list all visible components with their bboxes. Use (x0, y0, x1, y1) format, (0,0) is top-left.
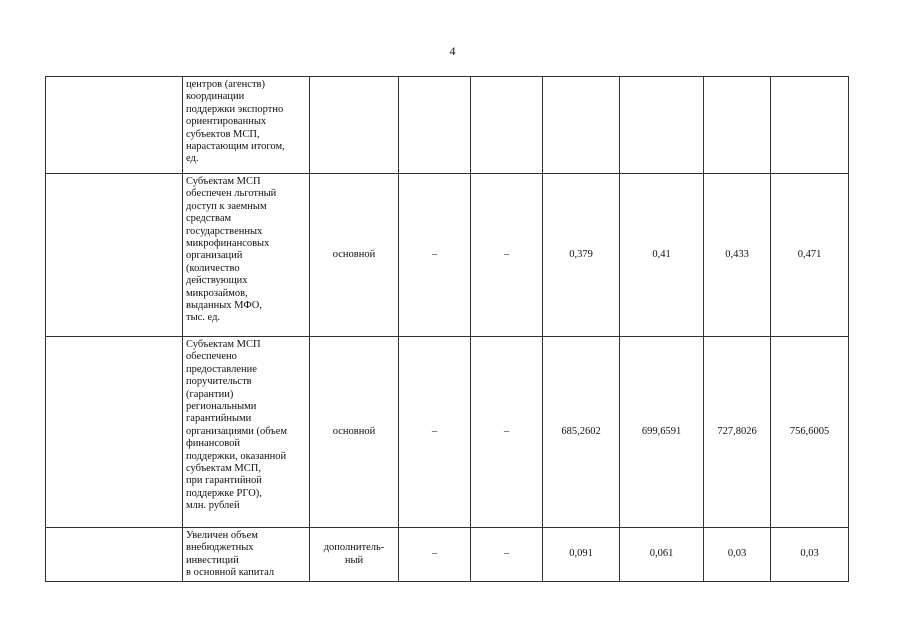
indicator-description-cell: Субъектам МСП обеспечено предоставление поручительств (гарантии) региональными гарантийными организациями (объем финансовой поддержки, оказанной субъектам МСП, при гарантийной поддержке РГО), млн. рублей (183, 337, 310, 528)
row-name-cell (46, 528, 183, 582)
table-row (46, 337, 849, 528)
value-cell: – (471, 337, 543, 528)
value-cell: 756,6005 (771, 337, 849, 528)
value-cell (620, 77, 704, 174)
indicator-type-cell: основной (310, 174, 399, 337)
value-cell (771, 77, 849, 174)
value-cell: 0,379 (543, 174, 620, 337)
row-name-cell (46, 337, 183, 528)
table-row (46, 77, 849, 174)
value-cell: 0,061 (620, 528, 704, 582)
value-cell (704, 77, 771, 174)
value-cell: – (399, 528, 471, 582)
indicator-type-cell: основной (310, 337, 399, 528)
page-number: 4 (449, 44, 456, 58)
indicators-table (45, 76, 849, 582)
value-cell: 699,6591 (620, 337, 704, 528)
table-row (46, 528, 849, 582)
indicator-type-cell: дополнитель- ный (310, 528, 399, 582)
value-cell: – (399, 174, 471, 337)
value-cell: 0,433 (704, 174, 771, 337)
value-cell: 685,2602 (543, 337, 620, 528)
value-cell: 0,471 (771, 174, 849, 337)
value-cell: 0,091 (543, 528, 620, 582)
table-row (46, 174, 849, 337)
value-cell: – (399, 337, 471, 528)
value-cell: – (471, 174, 543, 337)
value-cell (399, 77, 471, 174)
row-name-cell (46, 174, 183, 337)
value-cell (471, 77, 543, 174)
value-cell: – (471, 528, 543, 582)
value-cell: 0,03 (704, 528, 771, 582)
value-cell: 0,03 (771, 528, 849, 582)
value-cell (543, 77, 620, 174)
indicator-description-cell: Субъектам МСП обеспечен льготный доступ к заемным средствам государственных микрофинансовых организаций (количество действующих микрозаймов, выданных МФО, тыс. ед. (183, 174, 310, 337)
indicator-description-cell: Увеличен объем внебюджетных инвестиций в основной капитал (183, 528, 310, 582)
value-cell: 727,8026 (704, 337, 771, 528)
indicator-description-cell: центров (агенств) координации поддержки экспортно ориентированных субъектов МСП, нарастающим итогом, ед. (183, 77, 310, 174)
value-cell: 0,41 (620, 174, 704, 337)
indicator-type-cell (310, 77, 399, 174)
row-name-cell (46, 77, 183, 174)
